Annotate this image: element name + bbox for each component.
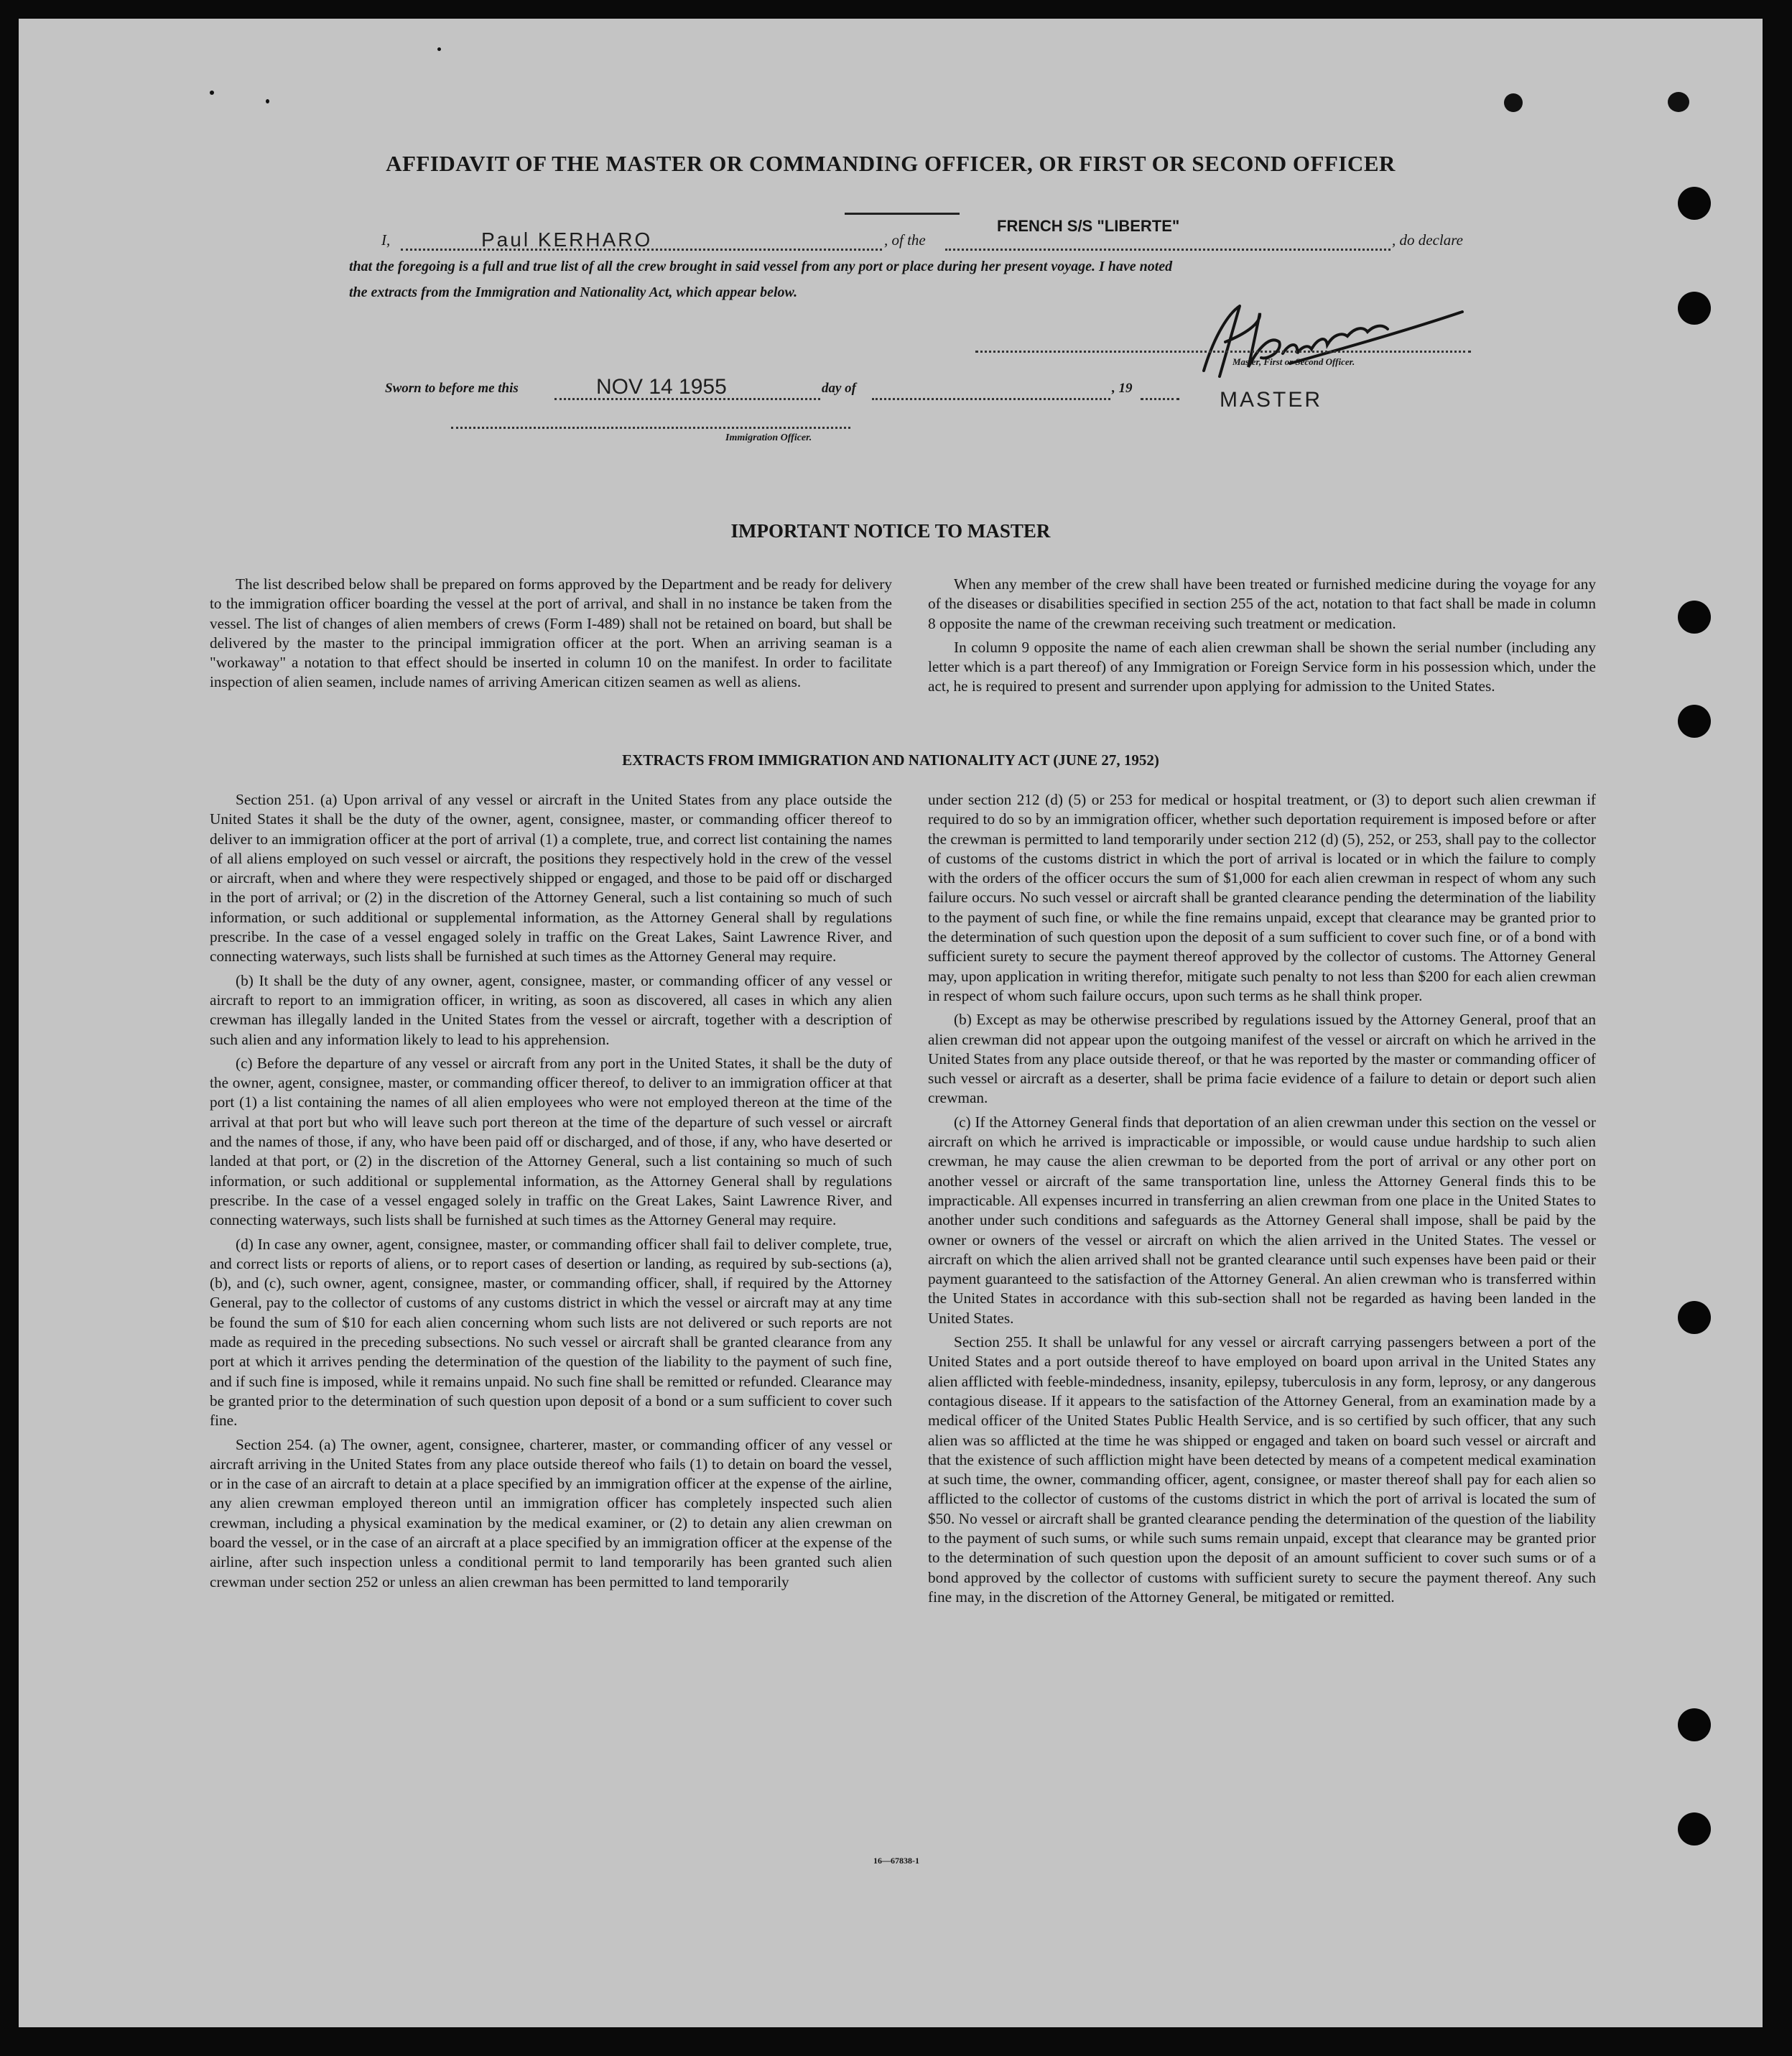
punch-hole bbox=[1678, 187, 1711, 220]
signature-caption: Master, First or Second Officer. bbox=[1232, 356, 1355, 367]
notice-paragraph: The list described below shall be prepared on forms approved by the Department and be ready for delivery to the immigration officer boarding the vessel at the port of arrival, and shall in no instance be taken from the vessel. The list of changes of alien members of crews (Form I-489) shall not be retained on board, but shall be delivered by the master to the principal immigration officer at the port. When an arriving seaman is a "workaway" a notation to that effect should be inserted in column 10 on the manifest. In order to facilitate inspection of alien seamen, include names of arriving American citizen seamen as well as aliens. bbox=[210, 575, 892, 691]
ink-speck bbox=[210, 91, 214, 95]
act-section-paragraph: under section 212 (d) (5) or 253 for medical or hospital treatment, or (3) to deport such alien crewman if required to do so by an immigration officer, whether such deportation requirement is imposed before or after the crewman is permitted to land temporarily under section 212 (d) (5), 252, or 253, shall pay to the collector of customs of the customs district in which the port of arrival is located or in which the failure to comply with the orders of the officer occurs the sum of $1,000 for each alien crewman in respect of whom any such failure occurs. No such vessel or aircraft shall be granted clearance pending the determination of the liability to the payment of such fine, or while the fine remains unpaid, except that clearance may be granted prior to the determination of such question upon the deposit of a sum sufficient to cover such fine, or of a bond with sufficient surety to secure the payment thereof approved by the collector of customs. The Attorney General may, upon application in writing therefor, mitigate such penalty to not less than $200 for each alien crewman in respect of whom such failure occurs, upon such terms as he shall think proper. bbox=[928, 791, 1596, 1004]
form-number: 16—67838-1 bbox=[873, 1856, 919, 1866]
vessel-name: FRENCH S/S "LIBERTE" bbox=[997, 217, 1180, 235]
master-signature bbox=[1175, 292, 1477, 385]
notice-paragraph: When any member of the crew shall have been treated or furnished medicine during the voyage for any of the diseases or disabilities specified in section 255 of the act, notation to that fact shall be made in column 8 opposite the name of the crewman receiving such treatment or medication. bbox=[928, 575, 1596, 632]
day-of-line bbox=[872, 398, 1110, 400]
affidavit-statement-line: the extracts from the Immigration and Nationality Act, which appear below. bbox=[349, 284, 798, 300]
act-section-paragraph: (c) Before the departure of any vessel or aircraft from any port in the United States, it shall be the duty of the owner, agent, consignee, master, or commanding officer thereof, to deliver to an immigration officer at that port (1) a list containing the names of all alien employees who were not employed thereon at the time of the arrival at that port but who will leave such port thereon at the time of the departure of such vessel or aircraft and the names of those, if any, who have been paid off or discharged, and of those, if any, who have deserted or landed at that port, or (2) in the discretion of the Attorney General, such a list containing so much of such information, or such additional or supplemental information, as the Attorney General shall by regulations prescribe. In the case of a vessel engaged solely in traffic on the Great Lakes, Saint Lawrence River, and connecting waterways, such lists shall be furnished at such times as the Attorney General may require. bbox=[210, 1054, 892, 1229]
sworn-label: Sworn to before me this bbox=[385, 381, 519, 396]
ink-speck bbox=[266, 99, 269, 103]
act-section-paragraph: (d) In case any owner, agent, consignee, master, or commanding officer shall fail to deliver complete, true, and correct lists or reports of aliens, or to report cases of desertion or landing, as required by sub-sections (a), (b), and (c), such owner, agent, consignee, master, or commanding officer, shall, if required by the Attorney General, pay to the collector of customs of any customs district in which the vessel or aircraft may at any time be found the sum of $10 for each alien concerning whom such lists are not delivered or such reports are not made as required in the preceding subsections. No such vessel or aircraft shall be granted clearance from any port at which it arrives pending the determination of the question of the liability to the payment of such fine, and if such fine is imposed, while it remains unpaid. No such fine shall be remitted or refunded. Clearance may be granted prior to the determination of such question upon deposit of a bond or a sum sufficient to cover such fine. bbox=[210, 1235, 892, 1430]
extracts-right-column bbox=[928, 790, 1596, 1611]
of-the-label: , of the bbox=[884, 231, 926, 249]
declare-i: I, bbox=[381, 231, 391, 249]
signature-rank: MASTER bbox=[1220, 388, 1323, 412]
vessel-line bbox=[945, 249, 1391, 251]
year-line bbox=[1141, 398, 1179, 400]
title-divider bbox=[845, 213, 960, 215]
act-section-paragraph: Section 254. (a) The owner, agent, consignee, charterer, master, or commanding officer of any vessel or aircraft arriving in the United States from any place outside thereof who fails (1) to detain on board the vessel, or in the case of an aircraft to detain at a place specified by an immigration officer at the expense of the airline, any alien crewman employed thereon until an immigration officer has completely inspected such alien crewman, including a physical examination by the medical examiner, or (2) to detain any alien crewman on board the vessel, or in the case of an aircraft at a place specified by an immigration officer at the expense of the airline, after such inspection unless a conditional permit to land temporarily has been granted such alien crewman under section 252 or unless an alien crewman has been permitted to land temporarily bbox=[210, 1435, 892, 1590]
immigration-officer-line bbox=[451, 427, 850, 429]
punch-hole bbox=[1678, 1301, 1711, 1334]
ink-speck bbox=[1504, 93, 1523, 112]
punch-hole bbox=[1678, 292, 1711, 325]
act-section-paragraph: Section 255. It shall be unlawful for any vessel or aircraft carrying passengers between a port of the United States and a port outside thereof to have employed on board upon arrival in the United States any alien afflicted with feeble-mindedness, insanity, epilepsy, tuberculosis in any form, leprosy, or any dangerous contagious disease. If it appears to the satisfaction of the Attorney General, from an examination made by a medical officer of the United States Public Health Service, and is so certified by such officer, that any such alien was so afflicted at the time he was shipped or engaged and taken on board such vessel or aircraft and that the existence of such affliction might have been detected by means of a competent medical examination at such time, the owner, commanding officer, agent, consignee, or master thereof shall pay for each alien so afflicted to the collector of customs of the customs district in which the port of arrival is located the sum of $50. No vessel or aircraft shall be granted clearance pending the determination of the question of the liability to the payment of such sums, or while such sums remain unpaid, except that clearance may be granted prior to the determination of such question upon the deposit of an amount sufficient to cover such sums or of a bond approved by the collector of customs with sufficient surety to secure the payment thereof. Any such fine may, in the discretion of the Attorney General, be mitigated or remitted. bbox=[928, 1333, 1596, 1606]
act-section-paragraph: (c) If the Attorney General finds that deportation of an alien crewman under this section on the vessel or aircraft on which he arrived is impracticable or impossible, or would cause undue hardship to such alien crewman, he may cause the alien crewman to be deported from the port of arrival or any other port on another vessel or aircraft of the same transportation line, unless the Attorney General finds this to be impracticable. All expenses incurred in transferring an alien crewman from one place in the United States to another under such conditions and safeguards as the Attorney General shall impose, shall be paid by the owner or owners of the vessel or aircraft on which the alien arrived in the United States. The vessel or aircraft on which the alien arrived shall not be granted clearance until such expenses have been paid or their payment guaranteed to the satisfaction of the Attorney General. An alien crewman who is transferred within the United States in accordance with this sub-section shall not be regarded as having been landed in the United States. bbox=[928, 1113, 1596, 1327]
immigration-officer-caption: Immigration Officer. bbox=[725, 432, 812, 443]
document-page bbox=[19, 19, 1763, 2027]
extracts-heading: EXTRACTS FROM IMMIGRATION AND NATIONALITY ACT (JUNE 27, 1952) bbox=[622, 751, 1159, 769]
act-section-paragraph: (b) Except as may be otherwise prescribed by regulations issued by the Attorney General, proof that an alien crewman did not appear upon the outgoing manifest of the vessel or aircraft on which he arrived in the United States from any place outside thereof, or that he was reported by the master or commanding officer of such vessel or aircraft as a deserter, shall be prima facie evidence of a failure to detain or deport such alien crewman. bbox=[928, 1011, 1596, 1107]
notice-left-column bbox=[210, 575, 892, 697]
punch-hole bbox=[1678, 601, 1711, 634]
year-prefix: , 19 bbox=[1112, 381, 1133, 396]
notice-paragraph: In column 9 opposite the name of each alien crewman shall be shown the serial number (including any letter which is a part thereof) of any Immigration or Foreign Service form in his possession which, under the act, he is required to present and surrender upon applying for admission to the United States. bbox=[928, 638, 1596, 695]
punch-hole bbox=[1678, 705, 1711, 738]
act-section-paragraph: Section 251. (a) Upon arrival of any vessel or aircraft in the United States from any place outside the United States it shall be the duty of the owner, agent, consignee, master, or commanding officer thereof to deliver to an immigration officer at the port of arrival (1) a complete, true, and correct list containing the names of all aliens employed on such vessel or aircraft, the positions they respectively hold in the crew of the vessel or aircraft, when and where they were respectively shipped or engaged, and those to be paid off or discharged in the port of arrival; or (2) in the discretion of the Attorney General, such a list containing so much of such information, or such additional or supplemental information, as the Attorney General shall by regulations prescribe. In the case of a vessel engaged solely in traffic on the Great Lakes, Saint Lawrence River, and connecting waterways, such lists shall be furnished at such times as the Attorney General may require. bbox=[210, 791, 892, 966]
notice-heading: IMPORTANT NOTICE TO MASTER bbox=[730, 520, 1051, 542]
day-of-label: day of bbox=[822, 381, 857, 396]
master-name: Paul KERHARO bbox=[481, 228, 653, 251]
affidavit-statement-line: that the foregoing is a full and true list of all the crew brought in said vessel from any port or place during her present voyage. I have noted bbox=[349, 259, 1173, 274]
punch-hole bbox=[1678, 1708, 1711, 1741]
signature-line bbox=[975, 351, 1471, 353]
ink-speck bbox=[437, 47, 441, 51]
affidavit-title: AFFIDAVIT OF THE MASTER OR COMMANDING OFFICER, OR FIRST OR SECOND OFFICER bbox=[386, 151, 1396, 176]
punch-hole bbox=[1678, 1812, 1711, 1846]
do-declare-label: , do declare bbox=[1392, 231, 1463, 249]
extracts-left-column bbox=[210, 790, 892, 1596]
notice-right-column bbox=[928, 575, 1596, 701]
ink-speck bbox=[1668, 92, 1689, 112]
sworn-date: NOV 14 1955 bbox=[596, 375, 727, 399]
act-section-paragraph: (b) It shall be the duty of any owner, agent, consignee, master, or commanding officer of any vessel or aircraft to report to an immigration officer, in writing, as soon as discovered, all cases in which any alien crewman has illegally landed in the United States from the vessel or aircraft, together with a description of such alien and any information likely to lead to his apprehension. bbox=[210, 971, 892, 1048]
